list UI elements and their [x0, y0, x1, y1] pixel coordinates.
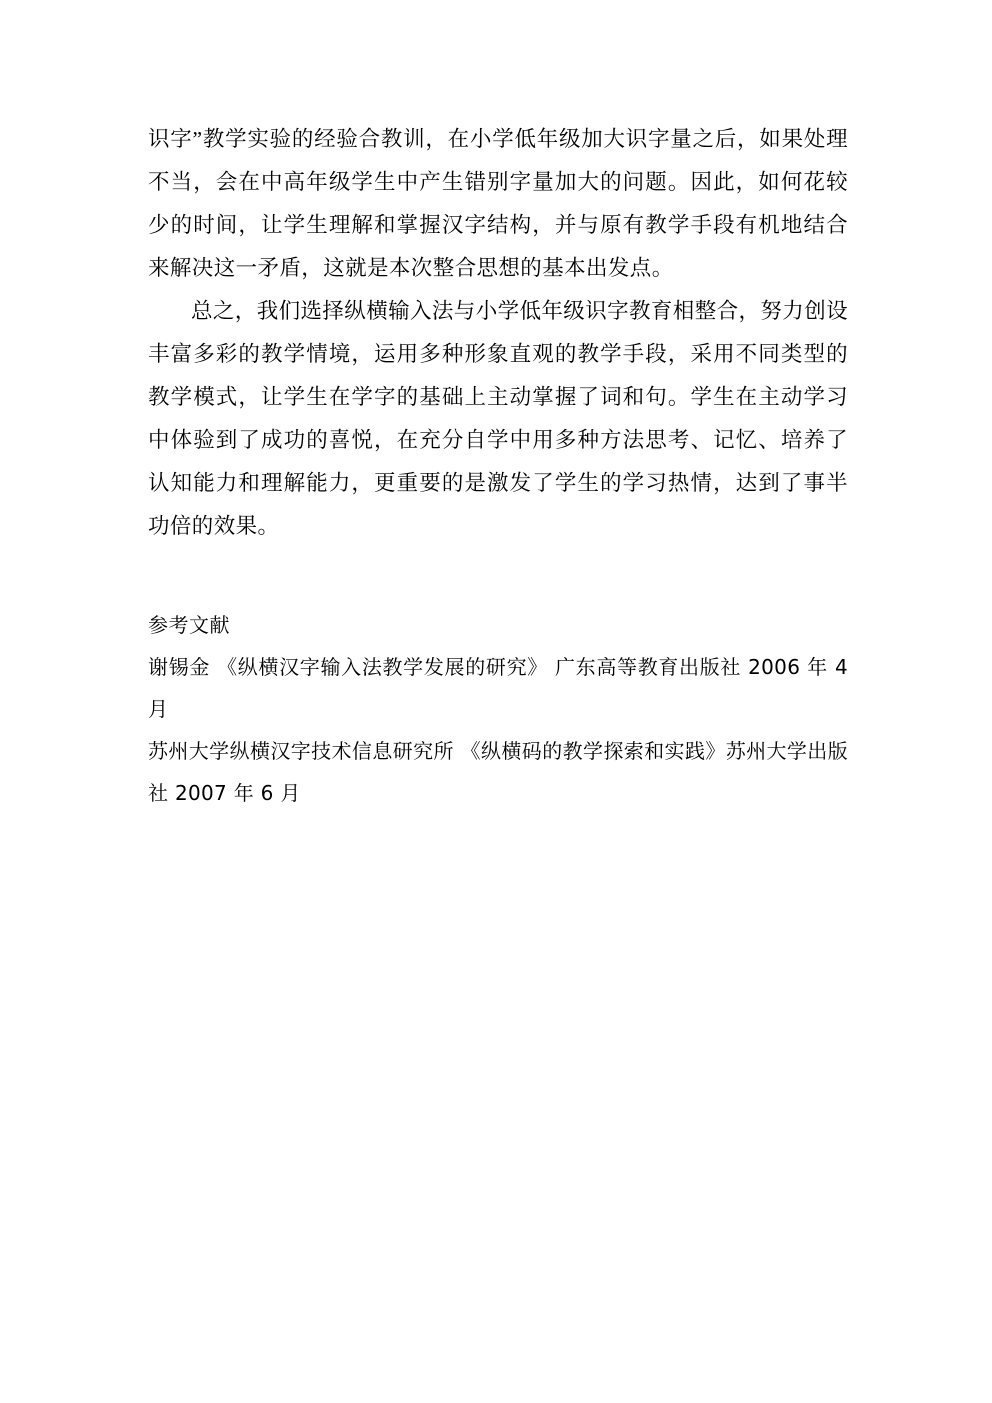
- page-content: [148, 118, 848, 814]
- section-spacer: [148, 548, 848, 604]
- references-list: [148, 646, 848, 814]
- references-heading: 参考文献: [148, 613, 230, 637]
- paragraph-1: 识字”教学实验的经验合教训，在小学低年级加大识字量之后，如果处理不当，会在中高年级学生中产生错别字量加大的问题。因此，如何花较少的时间，让学生理解和掌握汉字结构，并与原有教学手段有机地结合来解决这一矛盾，这就是本次整合思想的基本出发点。: [148, 127, 848, 280]
- paragraph-2: 总之，我们选择纵横输入法与小学低年级识字教育相整合，努力创设丰富多彩的教学情境，运用多种形象直观的教学手段，采用不同类型的教学模式，让学生在学字的基础上主动掌握了词和句。学生在主动学习中体验到了成功的喜悦，在充分自学中用多种方法思考、记忆、培养了认知能力和理解能力，更重要的是激发了学生的学习热情，达到了事半功倍的效果。: [148, 299, 849, 538]
- list-item: 苏州大学纵横汉字技术信息研究所 《纵横码的教学探索和实践》苏州大学出版社 2007 年 6 月: [148, 739, 848, 805]
- list-item: 谢锡金 《纵横汉字输入法教学发展的研究》 广东高等教育出版社 2006 年 4 月: [148, 655, 848, 721]
